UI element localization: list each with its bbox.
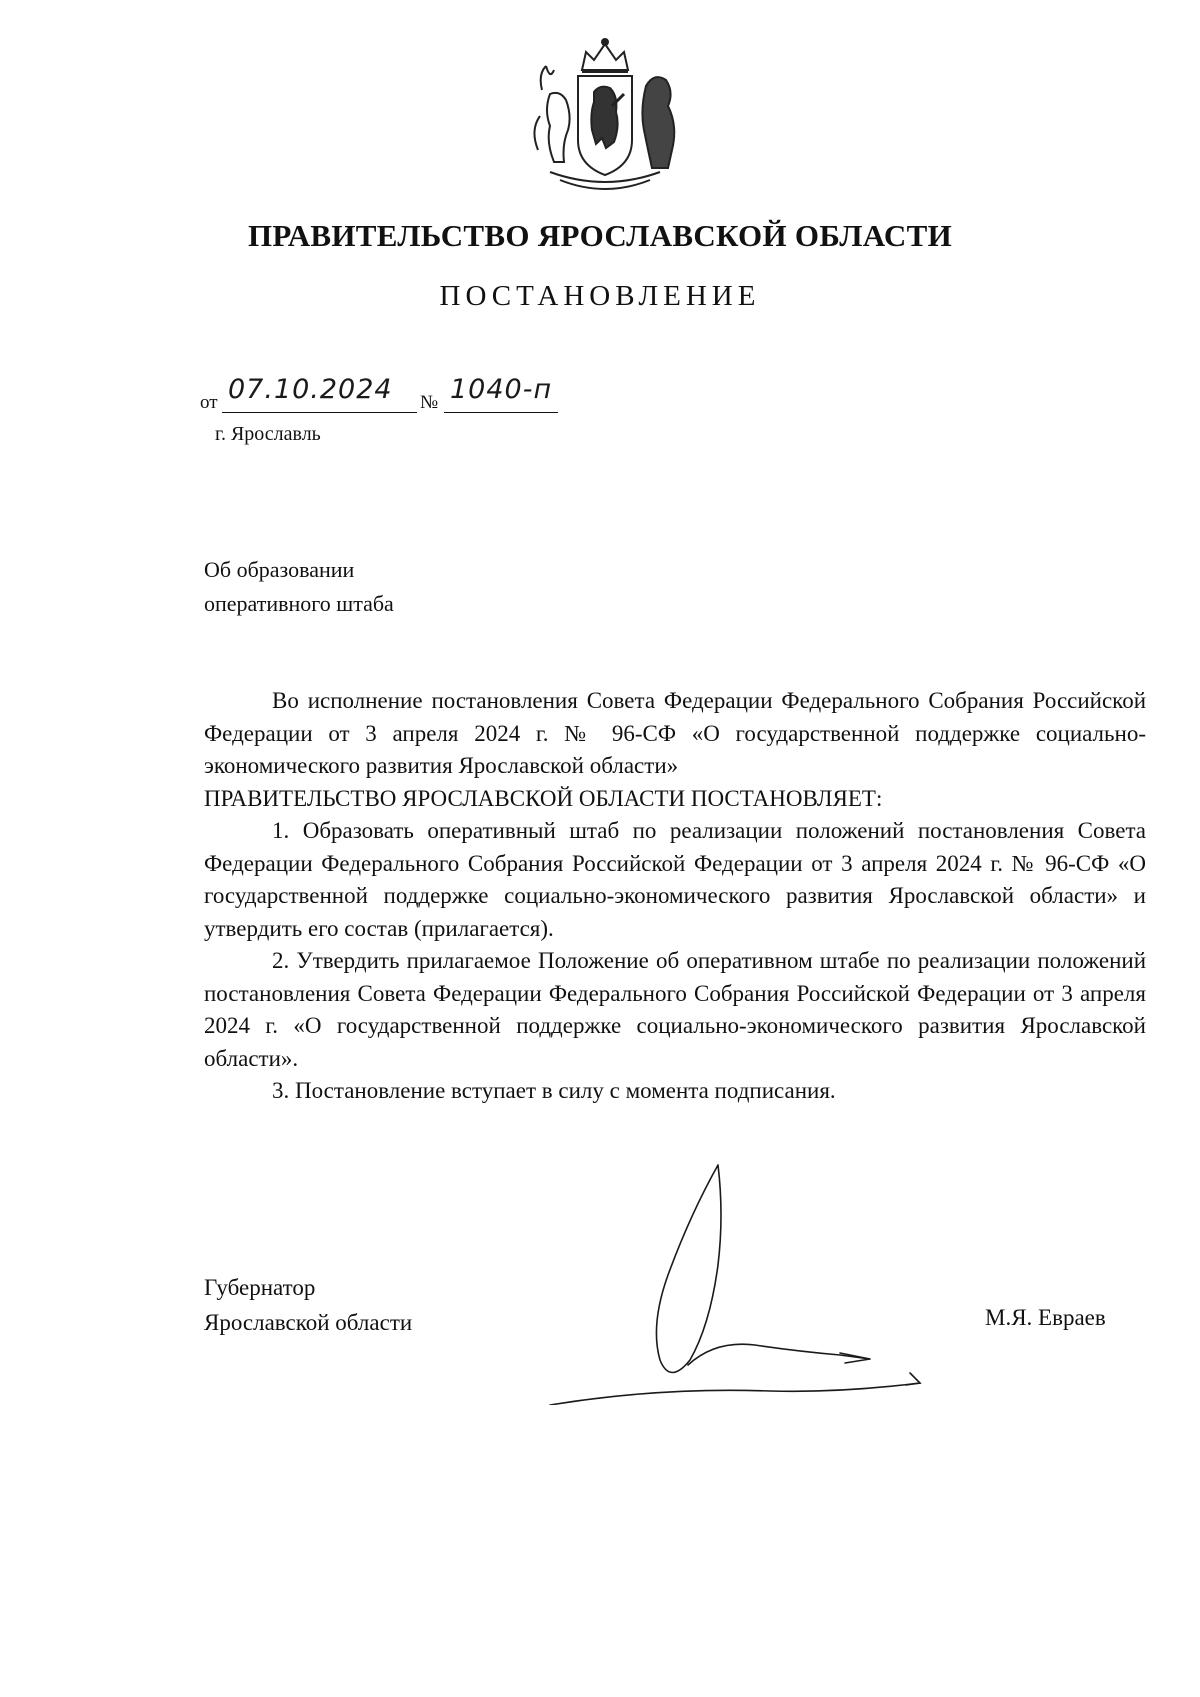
coat-of-arms-icon — [520, 30, 690, 200]
handwritten-number: 1040-п — [450, 374, 553, 405]
signatory-position — [204, 1270, 412, 1340]
date-number-row — [200, 374, 600, 416]
signatory-name: М.Я. Евраев — [985, 1305, 1106, 1330]
handwritten-date: 07.10.2024 — [228, 374, 393, 405]
item-3: 3. Постановление вступает в силу с момента подписания. — [272, 1078, 836, 1103]
number-prefix: № — [420, 392, 439, 413]
position-line-2: Ярославской области — [204, 1310, 413, 1335]
item-1: 1. Образовать оперативный штаб по реализации положений постановления Совета Федерации Федерального Собрания Российской Федерации от 3 апреля 2024 г. № 96-СФ «О государственной поддержке социально-экономического развития Ярославской области» и утвердить его состав (прилагается). — [204, 818, 1146, 941]
doc-type-title: ПОСТАНОВЛЕНИЕ — [439, 280, 761, 312]
city: г. Ярославль — [215, 423, 321, 445]
signature-icon — [540, 1155, 960, 1405]
document-body — [204, 685, 1146, 1108]
subject — [204, 553, 394, 621]
date-prefix: от — [200, 392, 218, 413]
resolves-line: ПРАВИТЕЛЬСТВО ЯРОСЛАВСКОЙ ОБЛАСТИ ПОСТАНОВЛЯЕТ: — [204, 785, 883, 811]
position-line-1: Губернатор — [204, 1275, 316, 1300]
item-2: 2. Утвердить прилагаемое Положение об оперативном штабе по реализации положений постановления Совета Федерации Федерального Собрания Российской Федерации от 3 апреля 2024 г. «О государственной поддержке социально-экономического развития Ярославской области». — [204, 948, 1146, 1071]
org-title: ПРАВИТЕЛЬСТВО ЯРОСЛАВСКОЙ ОБЛАСТИ — [248, 218, 952, 253]
subject-line-2: оперативного штаба — [204, 591, 394, 616]
preamble: Во исполнение постановления Совета Федерации Федерального Собрания Российской Федерации от 3 апреля 2024 г. № 96-СФ «О государственной поддержке социально-экономического развития Ярославской области» — [204, 688, 1146, 778]
subject-line-1: Об образовании — [204, 557, 355, 582]
